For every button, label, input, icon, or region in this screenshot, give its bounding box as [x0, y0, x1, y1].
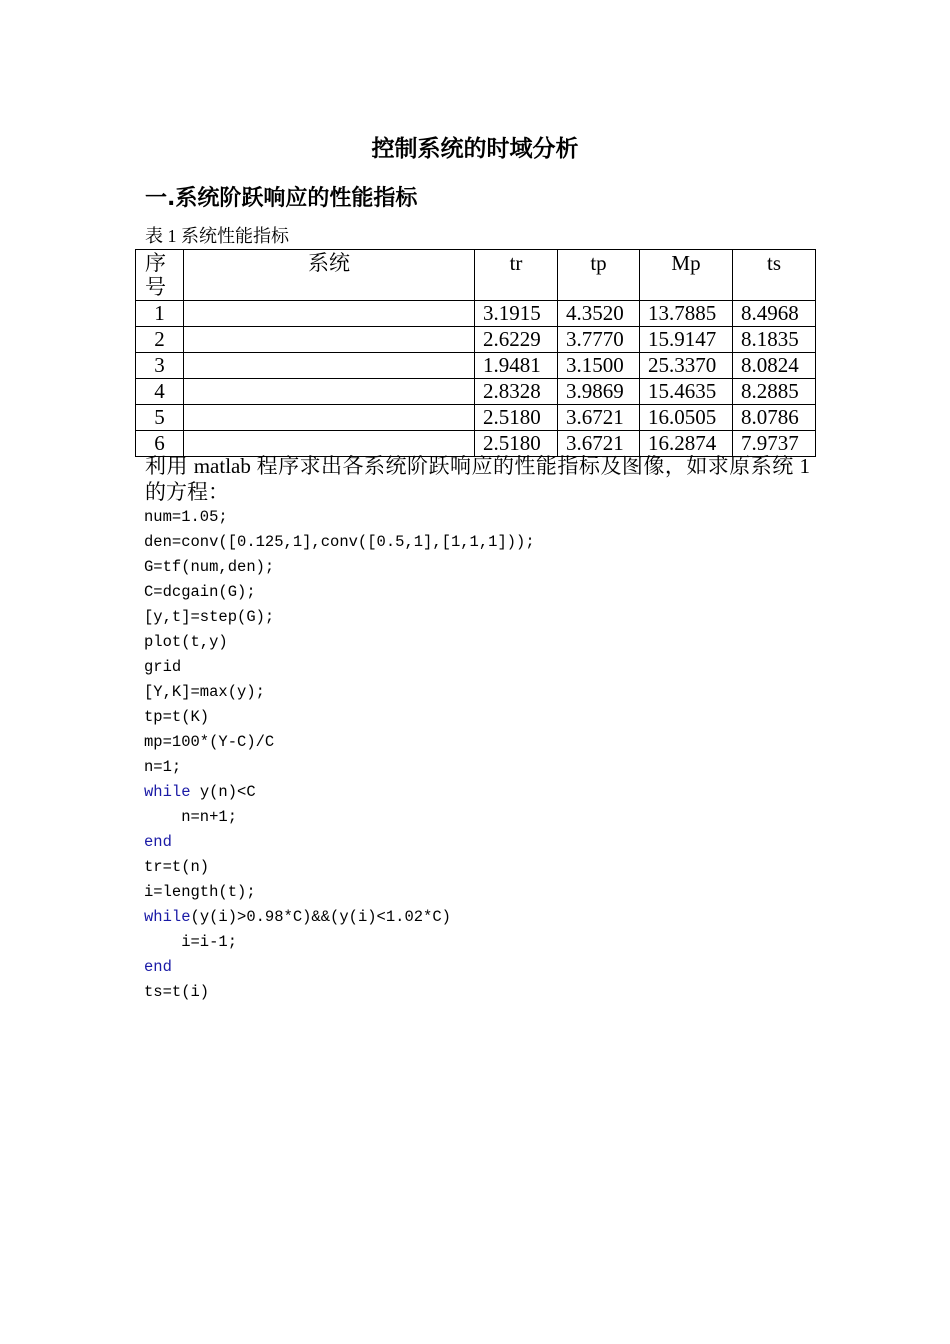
- code-text: G=tf(num,den);: [144, 558, 275, 576]
- page-title: 控制系统的时域分析: [371, 136, 579, 162]
- code-keyword: end: [144, 958, 172, 976]
- code-line: [144, 730, 535, 755]
- cell-mp: 25.3370: [640, 353, 733, 379]
- cell-tr: 1.9481: [475, 353, 558, 379]
- code-line: [144, 680, 535, 705]
- cell-tr: 2.6229: [475, 327, 558, 353]
- code-text: (y(i)>0.98*C)&&(y(i)<1.02*C): [190, 908, 451, 926]
- cell-system: [184, 353, 475, 379]
- performance-table: [135, 249, 816, 457]
- cell-ts: 8.4968: [733, 301, 816, 327]
- cell-mp: 16.0505: [640, 405, 733, 431]
- cell-tp: 3.6721: [558, 405, 640, 431]
- cell-tr: 3.1915: [475, 301, 558, 327]
- code-text: n=1;: [144, 758, 182, 776]
- cell-mp: 13.7885: [640, 301, 733, 327]
- code-text: ts=t(i): [144, 983, 210, 1001]
- code-text: i=i-1;: [144, 933, 238, 951]
- code-text: num=1.05;: [144, 508, 228, 526]
- matlab-code-block: [144, 505, 535, 1005]
- cell-ts: 8.1835: [733, 327, 816, 353]
- header-system: 系统: [184, 250, 475, 301]
- cell-mp: 15.9147: [640, 327, 733, 353]
- cell-tp: 3.7770: [558, 327, 640, 353]
- code-text: C=dcgain(G);: [144, 583, 256, 601]
- code-line: [144, 805, 535, 830]
- cell-index: 3: [136, 353, 184, 379]
- code-line: [144, 880, 535, 905]
- cell-tp: 4.3520: [558, 301, 640, 327]
- code-text: mp=100*(Y-C)/C: [144, 733, 275, 751]
- cell-system: [184, 327, 475, 353]
- header-tr: tr: [475, 250, 558, 301]
- cell-tr: 2.8328: [475, 379, 558, 405]
- cell-tp: 3.6721: [558, 431, 640, 457]
- code-line: [144, 905, 535, 930]
- cell-index: 4: [136, 379, 184, 405]
- code-line: [144, 555, 535, 580]
- code-line: [144, 705, 535, 730]
- cell-mp: 15.4635: [640, 379, 733, 405]
- header-index: 序号: [136, 250, 184, 301]
- code-line: [144, 530, 535, 555]
- code-keyword: while: [144, 783, 191, 801]
- code-text: tp=t(K): [144, 708, 210, 726]
- table-row: [136, 353, 816, 379]
- code-text: n=n+1;: [144, 808, 238, 826]
- table-caption: 表 1 系统性能指标: [145, 226, 289, 246]
- code-text: y(n)<C: [190, 783, 256, 801]
- code-text: plot(t,y): [144, 633, 228, 651]
- code-text: [y,t]=step(G);: [144, 608, 275, 626]
- table-row: [136, 405, 816, 431]
- code-line: [144, 830, 535, 855]
- header-ts: ts: [733, 250, 816, 301]
- cell-ts: 8.2885: [733, 379, 816, 405]
- code-line: [144, 930, 535, 955]
- code-line: [144, 605, 535, 630]
- table-header-row: [136, 250, 816, 301]
- cell-index: 1: [136, 301, 184, 327]
- table-row: [136, 301, 816, 327]
- cell-index: 2: [136, 327, 184, 353]
- cell-ts: 8.0786: [733, 405, 816, 431]
- section-heading: 一.系统阶跃响应的性能指标: [145, 186, 418, 211]
- cell-system: [184, 379, 475, 405]
- cell-tp: 3.1500: [558, 353, 640, 379]
- table-row: [136, 327, 816, 353]
- code-line: [144, 955, 535, 980]
- code-line: [144, 630, 535, 655]
- cell-mp: 16.2874: [640, 431, 733, 457]
- cell-ts: 7.9737: [733, 431, 816, 457]
- cell-tr: 2.5180: [475, 405, 558, 431]
- cell-system: [184, 405, 475, 431]
- code-line: [144, 580, 535, 605]
- code-line: [144, 505, 535, 530]
- cell-system: [184, 301, 475, 327]
- code-line: [144, 780, 535, 805]
- header-mp: Mp: [640, 250, 733, 301]
- body-paragraph: 利用 matlab 程序求出各系统阶跃响应的性能指标及图像，如求原系统 1 的方程：: [145, 454, 810, 504]
- cell-ts: 8.0824: [733, 353, 816, 379]
- code-line: [144, 655, 535, 680]
- cell-tp: 3.9869: [558, 379, 640, 405]
- code-text: den=conv([0.125,1],conv([0.5,1],[1,1,1]));: [144, 533, 535, 551]
- code-line: [144, 855, 535, 880]
- code-text: i=length(t);: [144, 883, 256, 901]
- table-row: [136, 379, 816, 405]
- cell-index: 5: [136, 405, 184, 431]
- cell-index: 6: [136, 431, 184, 457]
- code-keyword: end: [144, 833, 172, 851]
- header-tp: tp: [558, 250, 640, 301]
- code-text: [Y,K]=max(y);: [144, 683, 265, 701]
- cell-tr: 2.5180: [475, 431, 558, 457]
- code-text: grid: [144, 658, 182, 676]
- code-line: [144, 755, 535, 780]
- code-text: tr=t(n): [144, 858, 210, 876]
- code-keyword: while: [144, 908, 191, 926]
- code-line: [144, 980, 535, 1005]
